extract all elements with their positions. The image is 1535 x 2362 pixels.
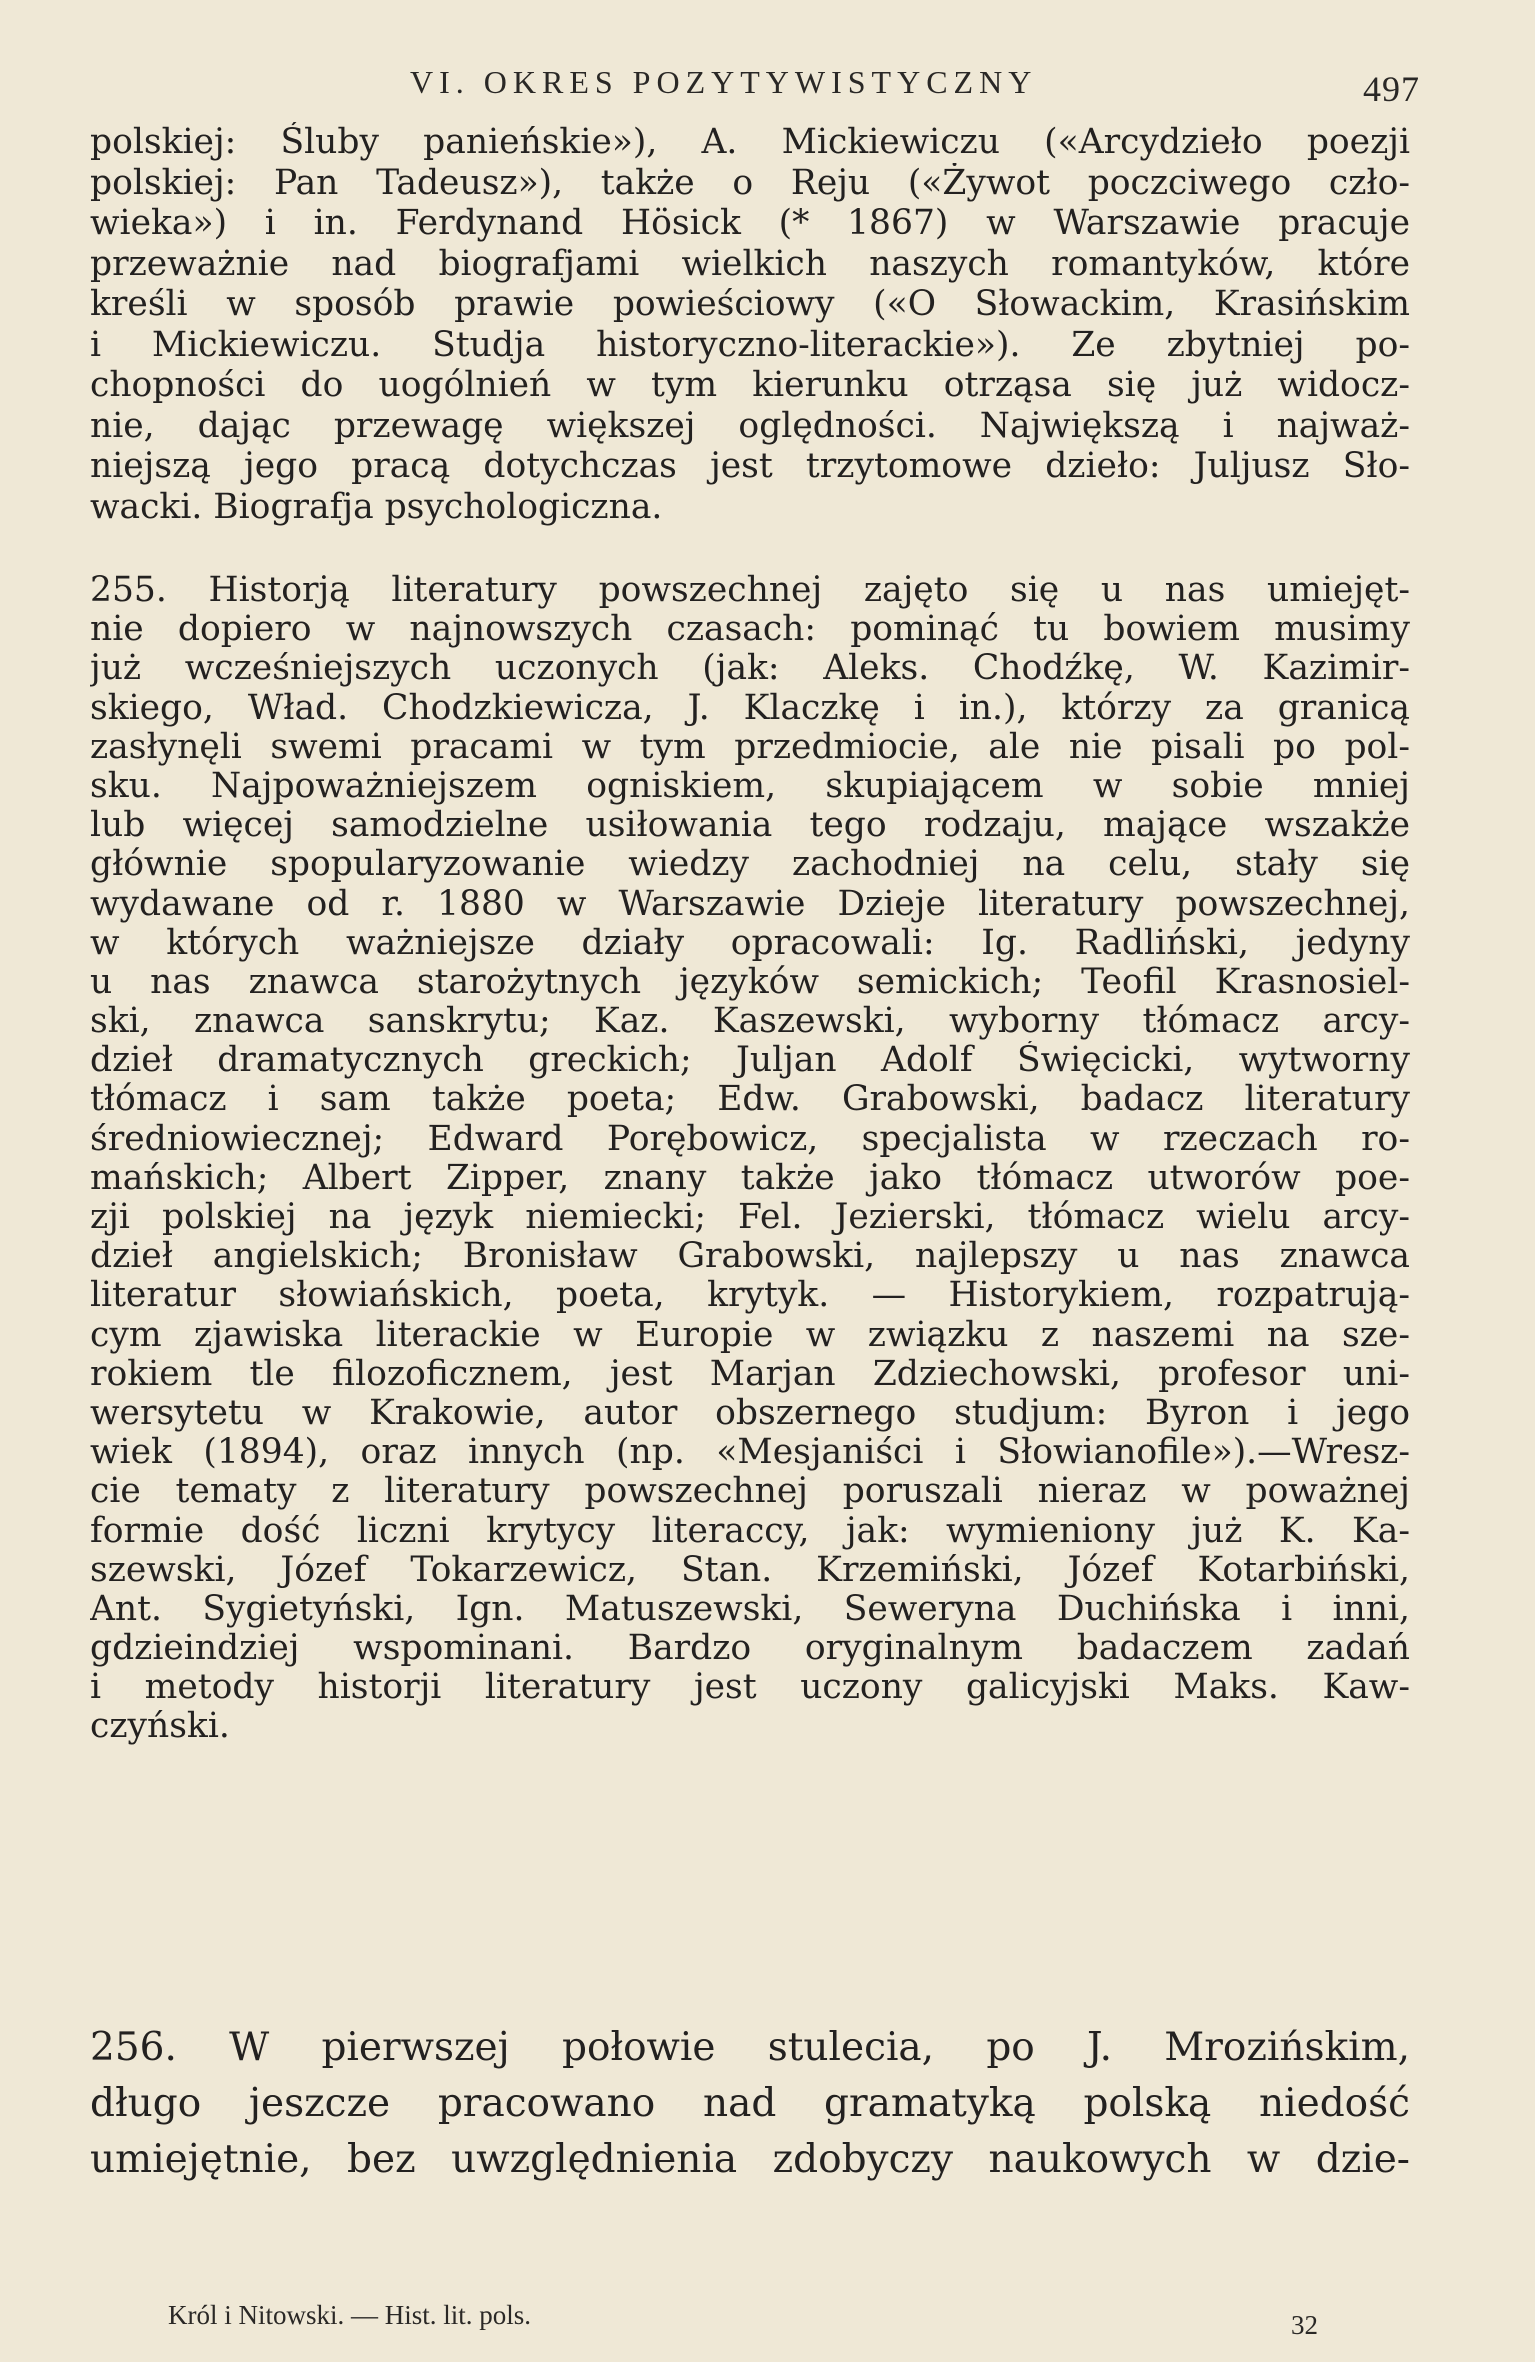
text-line: lub więcej samodzielne usiłowania tego rodzaju, mające wszakże xyxy=(90,806,1410,846)
text-line: już wcześniejszych uczonych (jak: Aleks. Chodźkę, W. Kazimir- xyxy=(90,649,1410,689)
text-line: dzieł angielskich; Bronisław Grabowski, najlepszy u nas znawca xyxy=(90,1237,1410,1277)
text-line: skiego, Wład. Chodzkiewicza, J. Klaczkę i in.), którzy za granicą xyxy=(90,688,1410,728)
text-line: nie dopiero w najnowszych czasach: pominąć tu bowiem musimy xyxy=(90,610,1410,650)
paragraph-hosick xyxy=(90,122,1410,527)
text-line: i Mickiewiczu. Studja historyczno-literackie»). Ze zbytniej po- xyxy=(90,324,1410,365)
text-line: cie tematy z literatury powszechnej poruszali nieraz w poważnej xyxy=(90,1472,1410,1512)
text-line: ski, znawca sanskrytu; Kaz. Kaszewski, wyborny tłómacz arcy- xyxy=(90,1002,1410,1042)
text-line: niejszą jego pracą dotychczas jest trzytomowe dzieło: Juljusz Sło- xyxy=(90,446,1410,486)
text-line: formie dość liczni krytycy literaccy, jak: wymieniony już K. Ka- xyxy=(90,1511,1410,1551)
text-line: głównie spopularyzowanie wiedzy zachodniej na celu, stały się xyxy=(90,845,1410,885)
text-line: zji polskiej na język niemiecki; Fel. Jezierski, tłómacz wielu arcy- xyxy=(90,1198,1410,1237)
page-footer xyxy=(168,2300,1318,2340)
text-line: gdzieindziej wspominani. Bardzo oryginalnym badaczem zadań xyxy=(90,1629,1410,1669)
text-line: przeważnie nad biografjami wielkich naszych romantyków, które xyxy=(90,243,1410,284)
footer-source: Król i Nitowski. — Hist. lit. pols. xyxy=(168,2300,532,2330)
text-line: czyński. xyxy=(90,1707,230,1747)
text-line: polskiej: Pan Tadeusz»), także o Reju («Żywot poczciwego czło- xyxy=(90,162,1410,203)
text-line: u nas znawca starożytnych języków semickich; Teofil Krasnosiel- xyxy=(90,962,1410,1002)
text-line: wersytetu w Krakowie, autor obszernego studjum: Byron i jego xyxy=(90,1393,1410,1433)
text-line: dzieł dramatycznych greckich; Juljan Adolf Święcicki, wytworny xyxy=(90,1041,1410,1081)
page-number: 497 xyxy=(1363,69,1420,109)
text-line: długo jeszcze pracowano nad gramatyką polską niedość xyxy=(90,2081,1410,2126)
text-line: wacki. Biografja psychologiczna. xyxy=(90,486,663,527)
text-line: wiek (1894), oraz innych (np. «Mesjaniści i Słowianofile»).—Wresz- xyxy=(90,1433,1410,1473)
page-header xyxy=(410,64,1420,114)
text-line: nie, dając przewagę większej oględności. Największą i najważ- xyxy=(90,405,1410,446)
text-line: szewski, Józef Tokarzewicz, Stan. Krzemiński, Józef Kotarbiński, xyxy=(90,1550,1410,1590)
text-line: 255. Historją literatury powszechnej zajęto się u nas umiejęt- xyxy=(90,571,1410,610)
text-line: polskiej: Śluby panieńskie»), A. Mickiewiczu («Arcydzieło poezji xyxy=(90,122,1410,162)
text-line: w których ważniejsze działy opracowali: Ig. Radliński, jedyny xyxy=(90,923,1410,963)
text-line: sku. Najpoważniejszem ogniskiem, skupiającem w sobie mniej xyxy=(90,766,1410,806)
text-line: wydawane od r. 1880 w Warszawie Dzieje literatury powszechnej, xyxy=(90,884,1410,924)
text-line: 256. W pierwszej połowie stulecia, po J. Mrozińskim, xyxy=(90,2025,1410,2070)
text-line: mańskich; Albert Zipper, znany także jako tłómacz utworów poe- xyxy=(90,1158,1410,1198)
text-line: średniowiecznej; Edward Porębowicz, specjalista w rzeczach ro- xyxy=(90,1119,1410,1159)
text-line: umiejętnie, bez uwzględnienia zdobyczy naukowych w dzie- xyxy=(90,2137,1410,2182)
paragraph-255 xyxy=(90,571,1410,1747)
text-line: Ant. Sygietyński, Ign. Matuszewski, Seweryna Duchińska i inni, xyxy=(90,1589,1410,1629)
text-line: cym zjawiska literackie w Europie w związku z naszemi na sze- xyxy=(90,1315,1410,1355)
signature-mark: 32 xyxy=(1291,2310,1318,2340)
running-head: VI. OKRES POZYTYWISTYCZNY xyxy=(410,64,1038,100)
text-line: kreśli w sposób prawie powieściowy («O Słowackim, Krasińskim xyxy=(90,284,1410,324)
text-line: rokiem tle filozoficznem, jest Marjan Zdziechowski, profesor uni- xyxy=(90,1354,1410,1394)
text-line: i metody historji literatury jest uczony galicyjski Maks. Kaw- xyxy=(90,1668,1410,1708)
paragraph-256 xyxy=(90,2020,1410,2188)
text-line: literatur słowiańskich, poeta, krytyk. — Historykiem, rozpatrują- xyxy=(90,1276,1410,1316)
text-line: tłómacz i sam także poeta; Edw. Grabowski, badacz literatury xyxy=(90,1080,1410,1120)
text-line: chopności do uogólnień w tym kierunku otrząsa się już widocz- xyxy=(90,365,1410,405)
text-line: zasłynęli swemi pracami w tym przedmiocie, ale nie pisali po pol- xyxy=(90,727,1410,767)
text-line: wieka») i in. Ferdynand Hösick (* 1867) w Warszawie pracuje xyxy=(90,203,1410,243)
